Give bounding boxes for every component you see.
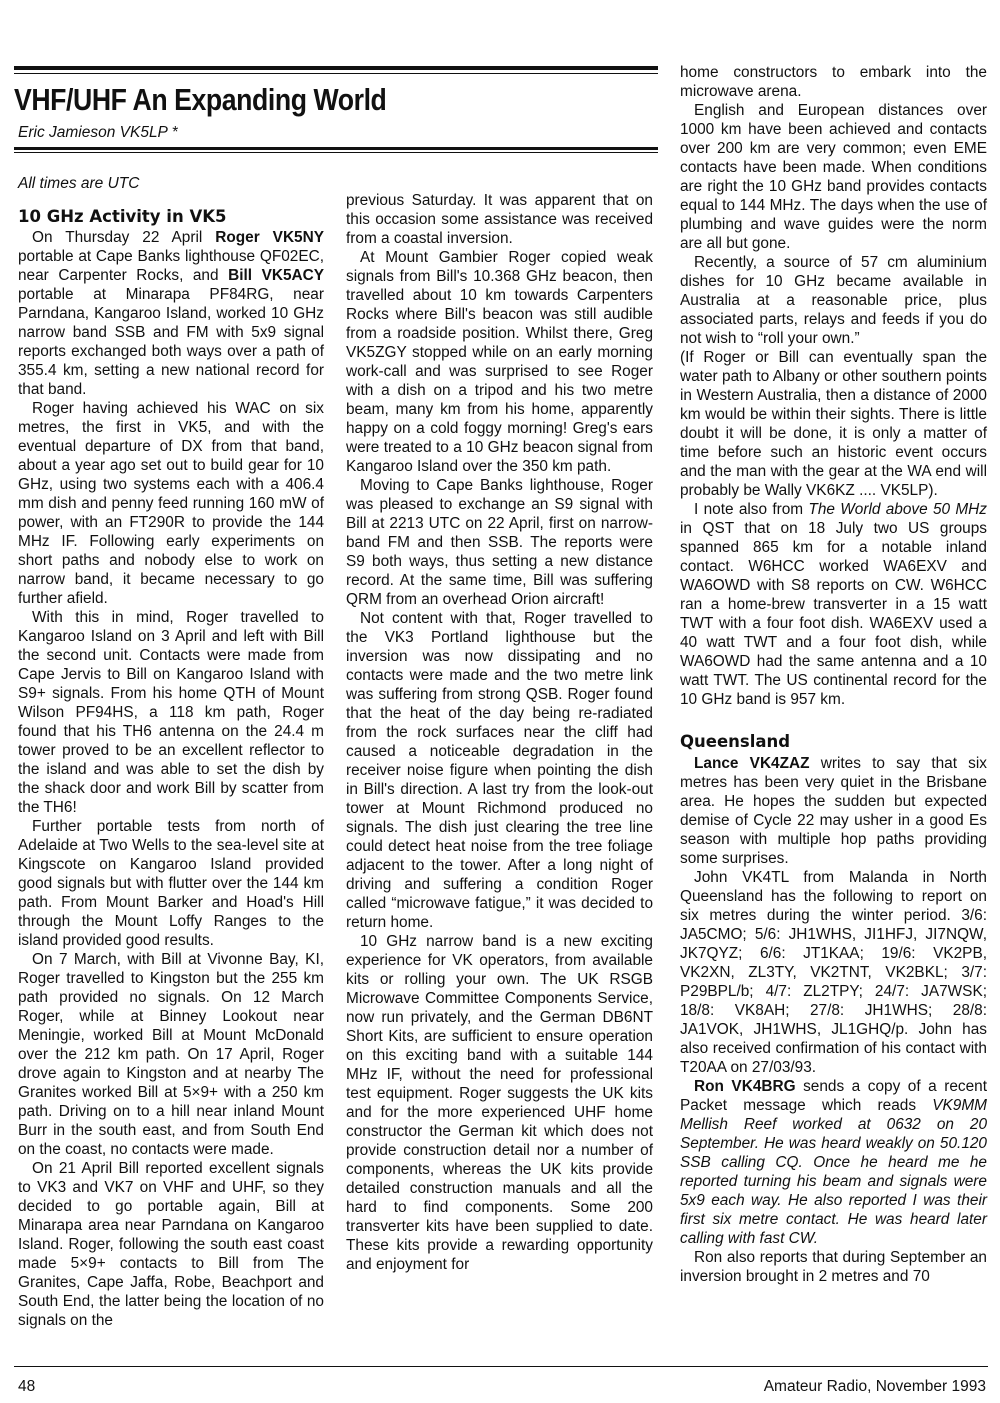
callsign-bill: Bill VK5ACY xyxy=(228,267,325,284)
column-reference: The World above 50 MHz xyxy=(808,501,987,518)
paragraph: At Mount Gambier Roger copied weak signals from Bill's 10.368 GHz beacon, then travelled about 10 km towards Carpenters Rocks where Bill's beacon was still audible from a roadside position. Whilst there, Greg VK5ZGY stopped while on an early morning work-call and was surprised to see Roger with a dish on a tripod and his two metre beam, many km from his home, apparently happy on a cold foggy morning! Greg's ears were treated to a 10 GHz beacon signal from Kangaroo Island over the 350 km path. xyxy=(346,249,653,475)
paragraph: Roger having achieved his WAC on six metres, the first in VK5, and with the eventual departure of DX from that band, about a year ago set out to build gear for 10 GHz, using two systems each with a 406.4 mm dish and penny feed running 160 mW of power, with an FT290R to provide the 144 MHz IF. Following early experiments on short paths and nobody else to work on narrow band, it became necessary to go further afield. xyxy=(18,400,324,607)
top-rule xyxy=(14,66,658,70)
callsign-ron: Ron VK4BRG xyxy=(694,1078,796,1095)
paragraph: Moving to Cape Banks lighthouse, Roger was pleased to exchange an S9 signal with Bill at 2213 UTC on 22 April, first on narrow-band FM and then SSB. The reports were S9 both ways, thus setting a new distance record. At the same time, Bill was suffering QRM from an overhead Orion aircraft! xyxy=(346,477,653,608)
paragraph: On 7 March, with Bill at Vivonne Bay, KI, Roger travelled to Kingston but the 255 km path provided no signals. On 12 March Roger, while at Binney Lookout near Meningie, worked Bill at Mount McDonald over the 212 km path. On 17 April, Roger drove again to Kingston and at nearby The Granites worked Bill at 5×9+ with a 250 km path. Driving on to a hill near inland Mount Burr in the south east, and from South End on the coast, no contacts were made. xyxy=(18,951,324,1158)
footer-rule xyxy=(14,1366,988,1367)
column-2 xyxy=(346,191,653,1274)
paragraph: John VK4TL from Malanda in North Queensland has the following to report on six metres during the winter period. 3/6: JA5CMO; 5/6: JH1WHS, JI1HFJ, JI7NQW, JK7QYZ; 6/6: JT1KAA; 19/6: VK2PB, VK2XN, ZL3TY, VK2TNT, VK2BKL; 3/7: P29BPL/b; 4/7: ZL2TPY; 24/7: JA7WSK; 18/8: VK8AH; 27/8: JH1WHS; 28/8: JA1VOK, JH1WHS, JL1GHQ/p. John has also received confirmation of his contact with T20AA on 27/03/93. xyxy=(680,869,987,1076)
column-3 xyxy=(680,63,987,1286)
page-number: 48 xyxy=(18,1378,36,1395)
column-1 xyxy=(18,207,324,1330)
paragraph: Recently, a source of 57 cm aluminium dishes for 10 GHz became available in Australia at a reasonable price, plus associated parts, relays and feeds if you do not wish to “roll your own.” xyxy=(680,254,987,347)
paragraph: On Thursday 22 April Roger VK5NY portable at Cape Banks lighthouse QF02EC, near Carpenter Rocks, and Bill VK5ACY portable at Minarapa PF84RG, near Parndana, Kangaroo Island, worked 10 GHz narrow band SSB and FM with 5x9 signal reports exchanged both ways over a path of 355.4 km, setting a new national record for that band. xyxy=(18,229,325,398)
header-rule xyxy=(14,147,658,150)
paragraph: English and European distances over 1000 km have been achieved and contacts over 200 km are very common; even EME contacts have been made. When conditions are right the 10 GHz band provides contacts equal to 144 MHz. The days when the use of plumbing and wave guides were the norm are all but gone. xyxy=(680,102,987,252)
paragraph: Ron also reports that during September an inversion brought in 2 metres and 70 xyxy=(680,1249,987,1285)
paragraph: Further portable tests from north of Adelaide at Two Wells to the sea-level site at Kingscote on Kangaroo Island provided good signals but with flutter over the 144 km path. From Mount Barker and Hoad's Hill through the Mount Loffy Ranges to the island provided good results. xyxy=(18,818,324,949)
callsign-lance: Lance VK4ZAZ xyxy=(694,755,810,772)
paragraph: (If Roger or Bill can eventually span the water path to Albany or other southern points in Western Australia, then a distance of 2000 km would be within their sights. There is little doubt it will be done, it is only a matter of time before such an historic event occurs and the man with the gear at the WA end will probably be Wally VK6KZ .... VK5LP). xyxy=(680,349,987,499)
section-heading-vk5: 10 GHz Activity in VK5 xyxy=(18,207,227,226)
header-rule-thin xyxy=(14,152,658,153)
paragraph: With this in mind, Roger travelled to Kangaroo Island on 3 April and left with Bill the second unit. Contacts were made from Cape Jervis to Bill on Kangaroo Island with S9+ signals. From his home QTH of Mount Wilson PF94HS, a 118 km path, Roger found that his TH6 antenna on the 24.4 m tower proved to be an excellent reflector to the island and was able to set the dish by the shack door and work Bill by scatter from the TH6! xyxy=(18,609,324,816)
publication-info: Amateur Radio, November 1993 xyxy=(763,1378,986,1395)
paragraph: Not content with that, Roger travelled to the VK3 Portland lighthouse but the inversion was now dissipating and no contacts were made and the two metre link was suffering from strong QSB. Roger found that the heat of the day being re-radiated from the rock surfaces near the cliff had caused a noticeable degradation in the receiver noise figure when pointing the dish in Bill's direction. A last try from the look-out tower at Mount Richmond produced no signals. The dish just clearing the tree line could detect heat noise from the tree foliage adjacent to the tower. After a long night of driving and suffering a condition Roger called “microwave fatigue,” it was decided to return home. xyxy=(346,610,653,931)
paragraph: Ron VK4BRG sends a copy of a recent Packet message which reads VK9MM Mellish Reef worked at 0632 on 20 September. He was heard weakly on 50.120 SSB calling CQ. Once he heard me he reported turning his beam and signals were 5x9 each way. He also reported I was their first six metre contact. He was heard later calling with fast CW. xyxy=(680,1078,987,1247)
paragraph: Lance VK4ZAZ writes to say that six metres has been very quiet in the Brisbane area. He hopes the sudden but expected demise of Cycle 22 may usher in a good Es season with multiple hop paths providing some surprises. xyxy=(680,755,987,867)
packet-message: VK9MM Mellish Reef worked at 0632 on 20 September. He was heard weakly on 50.120 SSB calling CQ. Once he heard me he reported turning his beam and signals were 5x9 each way. He also reported I was their first six metre contact. He was heard later calling with fast CW. xyxy=(680,1097,987,1247)
paragraph: home constructors to embark into the microwave arena. xyxy=(680,64,987,100)
paragraph: previous Saturday. It was apparent that on this occasion some assistance was received from a coastal inversion. xyxy=(346,192,653,247)
callsign-roger: Roger VK5NY xyxy=(215,229,324,246)
article-author: Eric Jamieson VK5LP * xyxy=(18,124,178,141)
section-heading-queensland: Queensland xyxy=(680,732,791,751)
times-note: All times are UTC xyxy=(18,175,140,192)
paragraph: On 21 April Bill reported excellent signals to VK3 and VK7 on VHF and UHF, so they decided to go portable again, Bill at Minarapa area near Parndana on Kangaroo Island. Roger, following the south east coast made 5×9+ contacts to Bill from The Granites, Cape Jaffa, Robe, Beachport and South End, the latter being the location of no signals on the xyxy=(18,1160,324,1329)
paragraph: I note also from The World above 50 MHz in QST that on 18 July two US groups spanned 865 km for a notable inland contact. W6HCC worked WA6EXV and WA6OWD with S8 reports on CW. W6HCC ran a home-brew transverter in a 15 watt TWT with a four foot dish. WA6EXV used a 40 watt TWT and a four foot dish, while WA6OWD had the same antenna and a 10 watt TWT. The US continental record for the 10 GHz band is 957 km. xyxy=(680,501,987,708)
article-title: VHF/UHF An Expanding World xyxy=(14,82,387,117)
top-rule-thin xyxy=(14,73,658,74)
paragraph: 10 GHz narrow band is a new exciting experience for VK operators, from available kits or rolling your own. The UK RSGB Microwave Committee Components Service, now run privately, and the German DB6NT Short Kits, are sufficient to ensure operation on this exciting band with a suitable 144 MHz IF, without the need for professional test equipment. Roger suggests the UK kits and for the more experienced UHF home constructor the German kit which does not provide construction detail nor a number of components, whereas the UK kits provide detailed construction manuals and all the hard to find components. Some 200 transverter kits have been supplied to date. These kits provide a rewarding opportunity and enjoyment for xyxy=(346,933,653,1273)
